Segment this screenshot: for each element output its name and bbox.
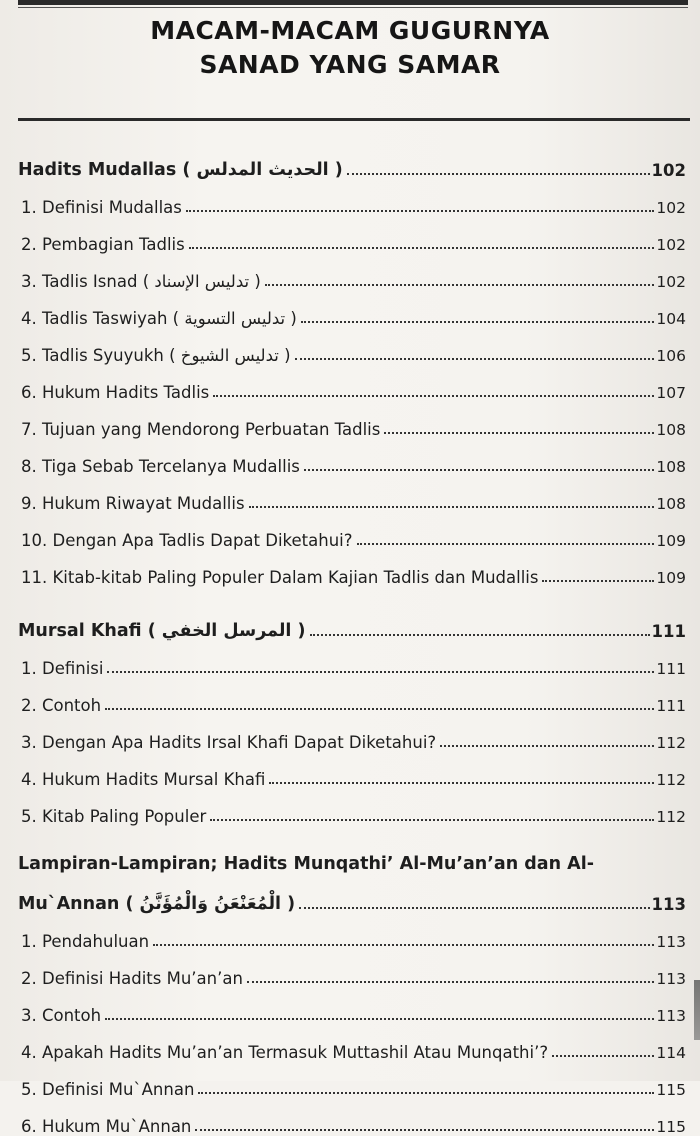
toc-item-label: 1. Definisi <box>21 659 104 678</box>
toc-item[interactable] <box>18 328 686 365</box>
dot-leader <box>552 1055 654 1057</box>
top-rule-thin <box>18 7 688 8</box>
toc-page-number: 115 <box>656 1118 686 1136</box>
dot-leader <box>265 284 655 286</box>
toc-item-arabic: ( تدليس الشيوخ ) <box>169 346 291 365</box>
toc-heading-lampiran[interactable] <box>18 874 686 914</box>
toc-page-number: 108 <box>656 495 686 513</box>
toc-item-arabic: ( تدليس التسوية ) <box>172 309 297 328</box>
toc-item-label: 2. Pembagian Tadlis <box>21 235 185 254</box>
toc-page-number: 108 <box>656 458 686 476</box>
toc-page-number: 109 <box>656 532 686 550</box>
dot-leader <box>198 1092 654 1094</box>
toc-item[interactable] <box>18 988 686 1025</box>
toc-item-label: 6. Hukum Mu`Annan <box>21 1117 192 1136</box>
toc-item[interactable] <box>18 550 686 587</box>
dot-leader <box>542 580 654 582</box>
toc-item-label: 3. Contoh <box>21 1006 102 1025</box>
dot-leader <box>105 708 654 710</box>
toc-item-label: 2. Contoh <box>21 696 102 715</box>
dot-leader <box>249 506 655 508</box>
toc-page-number: 112 <box>656 771 686 789</box>
dot-leader <box>310 634 650 636</box>
chapter-title <box>0 14 700 82</box>
toc-item-label: 4. Apakah Hadits Mu’an’an Termasuk Muttashil Atau Munqathi’? <box>21 1043 549 1062</box>
toc-heading-arabic: ( الحديث المدلس ) <box>182 160 343 180</box>
dot-leader <box>301 321 655 323</box>
toc-page-number: 102 <box>656 236 686 254</box>
toc-page-number: 102 <box>651 161 686 180</box>
top-rule <box>18 0 688 5</box>
dot-leader <box>247 981 654 983</box>
toc-item[interactable] <box>18 1025 686 1062</box>
toc-item-label: 8. Tiga Sebab Tercelanya Mudallis <box>21 457 300 476</box>
toc-item[interactable] <box>18 291 686 328</box>
toc-item[interactable] <box>18 254 686 291</box>
dot-leader <box>347 173 650 175</box>
toc-item-label: 3. Tadlis Isnad <box>21 272 138 291</box>
toc-page-number: 113 <box>651 895 686 914</box>
toc-page-number: 111 <box>651 622 686 641</box>
dot-leader <box>295 358 655 360</box>
dot-leader <box>153 944 654 946</box>
toc-item-label: 10. Dengan Apa Tadlis Dapat Diketahui? <box>21 531 353 550</box>
toc-heading-text: Mursal Khafi <box>18 621 142 641</box>
toc-item[interactable] <box>18 180 686 217</box>
toc-item-arabic: ( تدليس الإسناد ) <box>142 272 261 291</box>
toc-page-number: 114 <box>656 1044 686 1062</box>
dot-leader <box>213 395 654 397</box>
toc-page-number: 113 <box>656 970 686 988</box>
dot-leader <box>299 907 649 909</box>
toc-item-label: 5. Tadlis Syuyukh <box>21 346 164 365</box>
section-gap <box>18 826 686 840</box>
toc-page-number: 115 <box>656 1081 686 1099</box>
toc-page-number: 111 <box>656 660 686 678</box>
toc-page-number: 112 <box>656 808 686 826</box>
dot-leader <box>186 210 655 212</box>
toc-page-number: 109 <box>656 569 686 587</box>
dot-leader <box>107 671 654 673</box>
dot-leader <box>440 745 654 747</box>
toc-page-number: 112 <box>656 734 686 752</box>
toc-item-label: 1. Pendahuluan <box>21 932 150 951</box>
chapter-title-line-1: MACAM-MACAM GUGURNYA <box>150 16 550 45</box>
toc-item[interactable] <box>18 678 686 715</box>
dot-leader <box>195 1129 654 1131</box>
toc-page-number: 102 <box>656 199 686 217</box>
chapter-title-line-2: SANAD YANG SAMAR <box>199 50 501 79</box>
toc-item[interactable] <box>18 914 686 951</box>
dot-leader <box>384 432 654 434</box>
toc-item[interactable] <box>18 365 686 402</box>
dot-leader <box>304 469 655 471</box>
dot-leader <box>210 819 654 821</box>
toc-item-label: 4. Tadlis Taswiyah <box>21 309 168 328</box>
toc-item-label: 1. Definisi Mudallas <box>21 198 182 217</box>
toc-page-number: 104 <box>656 310 686 328</box>
toc-page-number: 108 <box>656 421 686 439</box>
toc-page-number: 111 <box>656 697 686 715</box>
toc-heading-text: Hadits Mudallas <box>18 160 177 180</box>
toc-heading-arabic: ( الْمُعَنْعَنُ وَالْمُؤَنَّنُ ) <box>125 894 296 914</box>
dot-leader <box>357 543 655 545</box>
toc-heading-hadits-mudallas[interactable] <box>18 140 686 180</box>
dot-leader <box>269 782 654 784</box>
toc-item-label: 11. Kitab-kitab Paling Populer Dalam Kajian Tadlis dan Mudallis <box>21 568 539 587</box>
toc-item-label: 6. Hukum Hadits Tadlis <box>21 383 210 402</box>
toc-item-label: 7. Tujuan yang Mendorong Perbuatan Tadlis <box>21 420 381 439</box>
table-of-contents <box>18 140 686 1136</box>
title-rule <box>18 118 690 121</box>
toc-item[interactable] <box>18 513 686 550</box>
toc-item-label: 5. Kitab Paling Populer <box>21 807 207 826</box>
toc-heading-mursal-khafi[interactable] <box>18 601 686 641</box>
dot-leader <box>105 1018 654 1020</box>
toc-heading-arabic: ( المرسل الخفي ) <box>147 621 306 641</box>
toc-item-label: 2. Definisi Hadits Mu’an’an <box>21 969 243 988</box>
toc-item[interactable] <box>18 1099 686 1136</box>
toc-item-label: 9. Hukum Riwayat Mudallis <box>21 494 245 513</box>
toc-heading-lampiran-line-1[interactable]: Lampiran-Lampiran; Hadits Munqathi’ Al-Mu’an’an dan Al- <box>18 854 594 874</box>
toc-item[interactable] <box>18 402 686 439</box>
toc-page-number: 113 <box>656 1007 686 1025</box>
toc-item[interactable] <box>18 217 686 254</box>
toc-item[interactable] <box>18 715 686 752</box>
toc-item[interactable] <box>18 789 686 826</box>
toc-item-label: 3. Dengan Apa Hadits Irsal Khafi Dapat Diketahui? <box>21 733 437 752</box>
toc-item[interactable] <box>18 476 686 513</box>
dot-leader <box>189 247 655 249</box>
toc-item[interactable] <box>18 641 686 678</box>
toc-item[interactable] <box>18 439 686 476</box>
toc-page-number: 106 <box>656 347 686 365</box>
toc-page-number: 102 <box>656 273 686 291</box>
toc-item-label: 5. Definisi Mu`Annan <box>21 1080 195 1099</box>
toc-item[interactable] <box>18 951 686 988</box>
toc-heading-text: Mu`Annan <box>18 894 120 914</box>
toc-item[interactable] <box>18 752 686 789</box>
section-gap <box>18 587 686 601</box>
toc-item-label: 4. Hukum Hadits Mursal Khafi <box>21 770 266 789</box>
toc-page-number: 113 <box>656 933 686 951</box>
toc-page-number: 107 <box>656 384 686 402</box>
page-edge-shadow <box>694 980 700 1040</box>
